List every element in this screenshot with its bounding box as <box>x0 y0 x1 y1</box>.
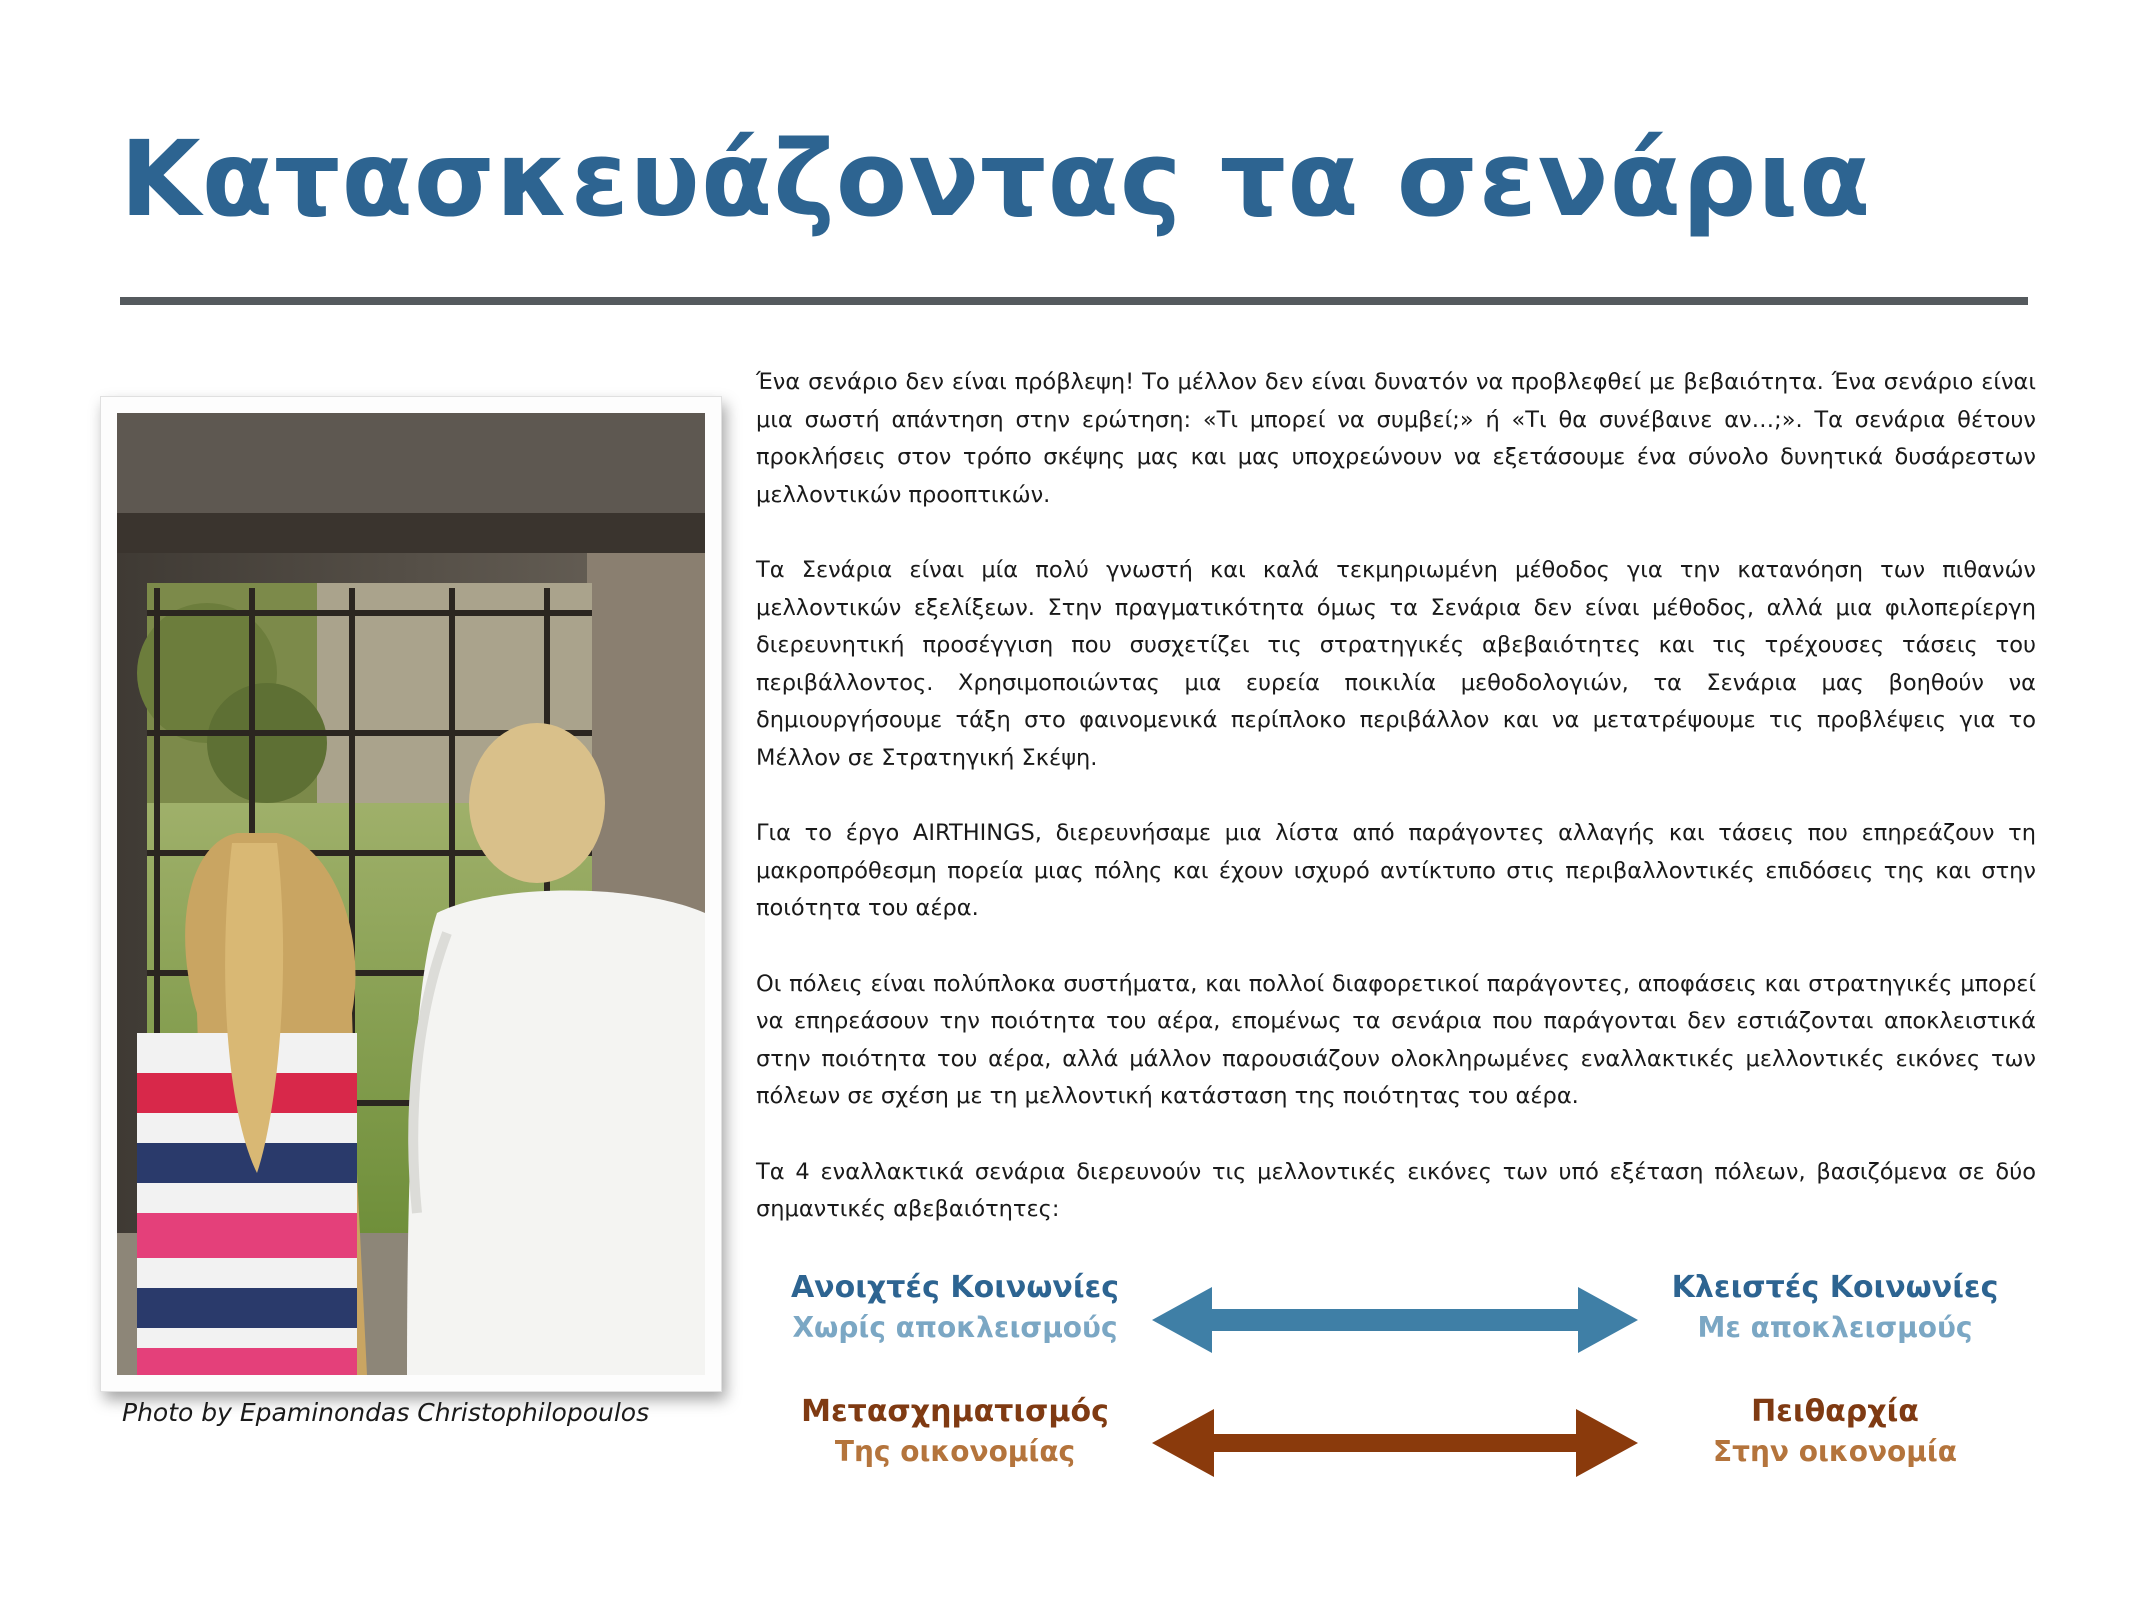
paragraph: Τα 4 εναλλακτικά σενάρια διερευνούν τις μελλοντικές εικόνες των υπό εξέταση πόλεων, βασιζόμενα σε δύο σημαντικές αβεβαιότητες: <box>756 1158 2036 1222</box>
uncertainty-2-right-subtitle: Στην οικονομία <box>1712 1435 1958 1468</box>
uncertainty-1-right-title: Κλειστές Κοινωνίες <box>1671 1270 1999 1305</box>
uncertainty-2-left-label <box>750 1392 1160 1472</box>
uncertainty-1-right-label <box>1630 1268 2040 1348</box>
uncertainty-1-double-arrow <box>1150 1285 1640 1355</box>
paragraph: Ένα σενάριο δεν είναι πρόβλεψη! Το μέλλον δεν είναι δυνατόν να προβλεφθεί με βεβαιότητα. Ένα σενάριο είναι μια σωστή απάντηση στην ερώτηση: «Τι μπορεί να συμβεί;» ή «Τι θα συνέβαινε αν…;». Τα σενάρια θέτουν προκλήσεις στον τρόπο σκέψης μας και μας υποχρεώνουν να εξετάσουμε ένα σύνολο δυνητικά δυσάρεστων μελλοντικών προοπτικών. <box>756 369 2036 508</box>
uncertainty-2-double-arrow <box>1150 1407 1640 1479</box>
uncertainty-1-left-subtitle: Χωρίς αποκλεισμούς <box>792 1311 1118 1344</box>
uncertainty-2-right-title: Πειθαρχία <box>1751 1394 1919 1429</box>
uncertainty-2-left-subtitle: Της οικονομίας <box>834 1435 1076 1468</box>
uncertainty-1-left-title: Ανοιχτές Κοινωνίες <box>790 1270 1120 1305</box>
uncertainty-1-left-label <box>750 1268 1160 1348</box>
page-title: Κατασκευάζοντας τα σενάρια <box>120 118 1872 240</box>
title-divider <box>120 297 2028 305</box>
paragraph: Οι πόλεις είναι πολύπλοκα συστήματα, και πολλοί διαφορετικοί παράγοντες, αποφάσεις και στρατηγικές μπορεί να επηρεάσουν την ποιότητα του αέρα, επομένως τα σενάρια που παράγονται δεν εστιάζονται αποκλειστικά στην ποιότητα του αέρα, αλλά μάλλον παρουσιάζουν ολοκληρωμένες εναλλακτικές μελλοντικές εικόνες των πόλεων σε σχέση με τη μελλοντική κατάσταση της ποιότητας του αέρα. <box>756 970 2036 1109</box>
uncertainty-2-left-title: Μετασχηματισμός <box>801 1394 1109 1429</box>
photo-caption: Photo by Epaminondas Christophilopoulos <box>122 1398 650 1427</box>
photo-illustration <box>117 413 705 1375</box>
photo-frame <box>100 396 722 1392</box>
paragraph: Για το έργο AIRTHINGS, διερευνήσαμε μια λίστα από παράγοντες αλλαγής και τάσεις που επηρεάζουν τη μακροπρόθεσμη πορεία μιας πόλης και έχουν ισχυρό αντίκτυπο στις περιβαλλοντικές επιδόσεις της και στην ποιότητα του αέρα. <box>756 820 2036 921</box>
uncertainty-1-right-subtitle: Με αποκλεισμούς <box>1697 1311 1973 1344</box>
children-window-photo <box>117 413 705 1375</box>
uncertainty-2-right-label <box>1630 1392 2040 1472</box>
body-text <box>756 364 2036 1267</box>
paragraph: Τα Σενάρια είναι μία πολύ γνωστή και καλά τεκμηριωμένη μέθοδος για την κατανόηση των πιθανών μελλοντικών εξελίξεων. Στην πραγματικότητα όμως τα Σενάρια δεν είναι μέθοδος, αλλά μια φιλοπερίεργη διερευνητική προσέγγιση που συσχετίζει τις στρατηγικές αβεβαιότητες και τις τρέχουσες τάσεις του περιβάλλοντος. Χρησιμοποιώντας μια ευρεία ποικιλία μεθοδολογιών, τα Σενάρια μας βοηθούν να δημιουργήσουμε τάξη στο φαινομενικά περίπλοκο περιβάλλον και να μετατρέψουμε τις προβλέψεις για το Μέλλον σε Στρατηγική Σκέψη. <box>756 557 2036 771</box>
